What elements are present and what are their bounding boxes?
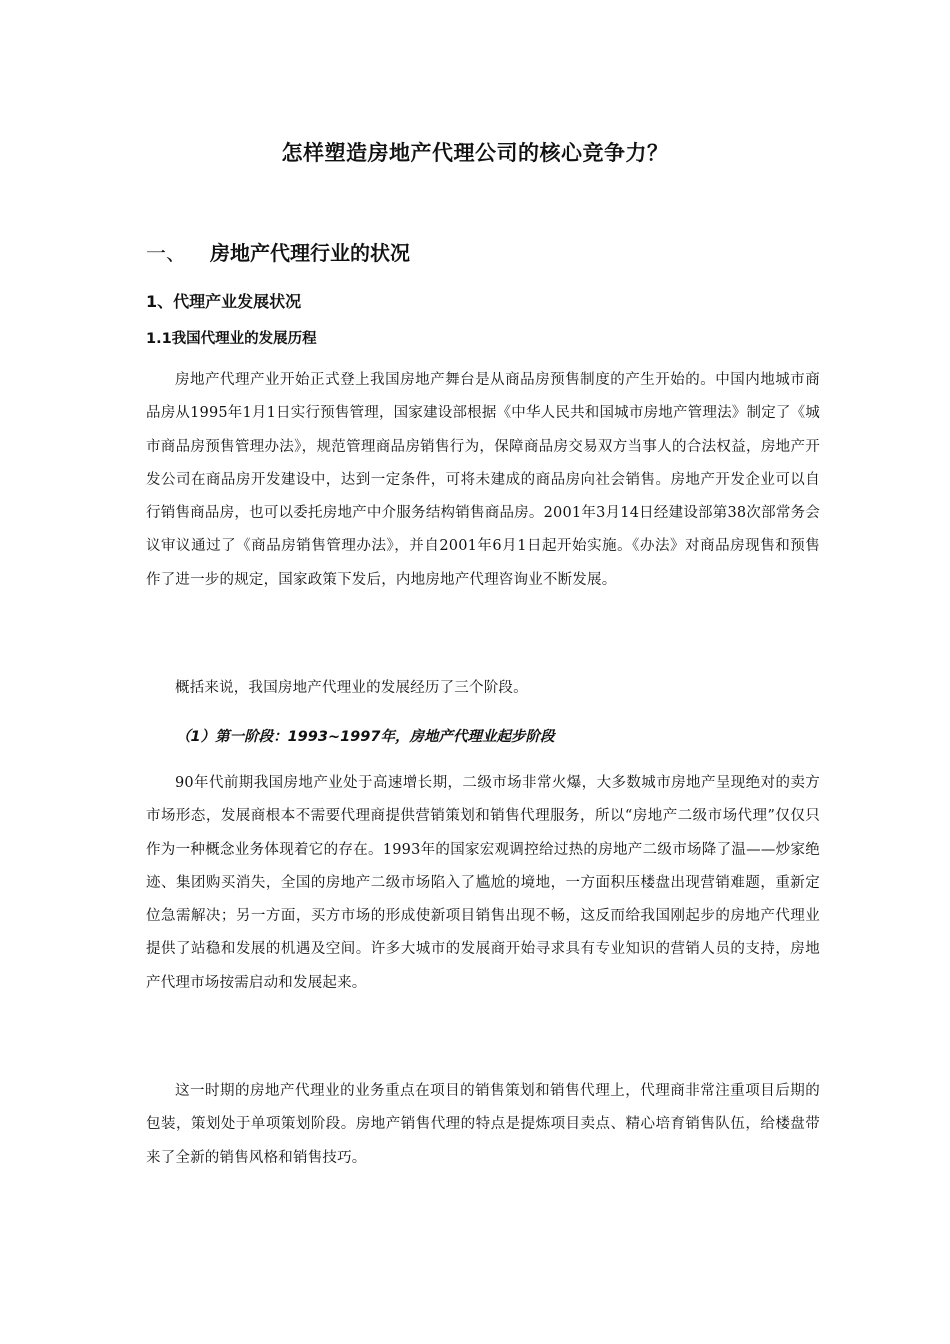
stage-heading: （1）第一阶段：1993~1997年，房地产代理业起步阶段 <box>176 729 555 745</box>
paragraph-history: 房地产代理产业开始正式登上我国房地产舞台是从商品房预售制度的产生开始的。中国内地城市商品房从1995年1月1日实行预售管理，国家建设部根据《中华人民共和国城市房地产管理法》制定了《城市商品房预售管理办法》，规范管理商品房销售行为，保障商品房交易双方当事人的合法权益，房地产开发公司在商品房开发建设中，达到一定条件，可将未建成的商品房向社会销售。房地产开发企业可以自行销售商品房，也可以委托房地产中介服务结构销售商品房。2001年3月14日经建设部第38次部常务会议审议通过了《商品房销售管理办法》，并自2001年6月1日起开始实施。《办法》对商品房现售和预售作了进一步的规定，国家政策下发后，内地房地产代理咨询业不断发展。 <box>146 372 820 588</box>
section-heading <box>146 237 410 266</box>
paragraph-stage-one-focus: 这一时期的房地产代理业的业务重点在项目的销售策划和销售代理上，代理商非常注重项目后期的包装，策划处于单项策划阶段。房地产销售代理的特点是提炼项目卖点、精心培育销售队伍，给楼盘带来了全新的销售风格和销售技巧。 <box>146 1083 820 1166</box>
section-heading-text: 房地产代理行业的状况 <box>210 241 410 265</box>
subsection-heading: 1、代理产业发展状况 <box>146 292 302 311</box>
paragraph-stage-one: 90年代前期我国房地产业处于高速增长期，二级市场非常火爆，大多数城市房地产呈现绝对的卖方市场形态，发展商根本不需要代理商提供营销策划和销售代理服务，所以“房地产二级市场代理”仅仅只作为一种概念业务体现着它的存在。1993年的国家宏观调控给过热的房地产二级市场降了温——炒家绝迹、集团购买消失，全国的房地产二级市场陷入了尴尬的境地，一方面积压楼盘出现营销难题，重新定位急需解决；另一方面，买方市场的形成使新项目销售出现不畅，这反而给我国刚起步的房地产代理业提供了站稳和发展的机遇及空间。许多大城市的发展商开始寻求具有专业知识的营销人员的支持，房地产代理市场按需启动和发展起来。 <box>146 775 820 991</box>
paragraph-summary: 概括来说，我国房地产代理业的发展经历了三个阶段。 <box>175 680 528 696</box>
subsubsection-heading: 1.1我国代理业的发展历程 <box>146 331 317 347</box>
document-title: 怎样塑造房地产代理公司的核心竞争力？ <box>281 141 669 165</box>
section-number: 一、 <box>146 241 186 265</box>
